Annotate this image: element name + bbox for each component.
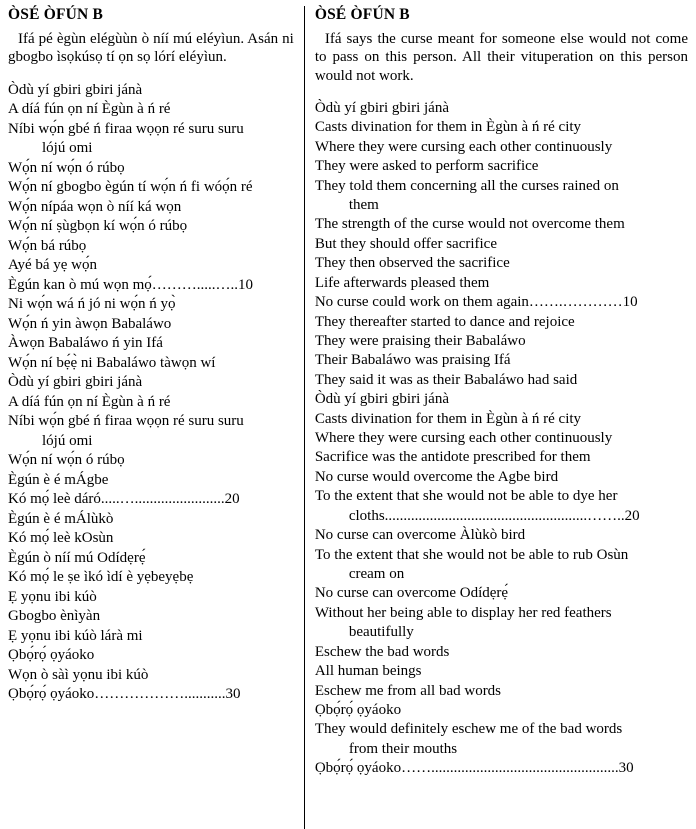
verse-line: Wọ́n ní wọ́n ó rúbọ xyxy=(8,159,125,176)
verse-line: them xyxy=(348,197,379,213)
verse-line: Níbi wọ́n gbé ń firaa wọọn ré suru suru xyxy=(8,120,244,137)
verse-line: lójú omi xyxy=(42,432,93,449)
verse-line: Wọ́n ní ṣùgbọn kí wọ́n ó rúbọ xyxy=(8,218,188,235)
verse-line: Ègún è é mÁlùkò xyxy=(8,510,114,527)
verse-line: Ọbọ́rọ́ ọyáoko xyxy=(8,647,95,664)
left-column-heading: ÒSÉ ÒFÚN B xyxy=(8,6,104,23)
verse-line: They thereafter started to dance and rejoice xyxy=(314,313,575,330)
verse-line: lójú omi xyxy=(42,140,93,157)
verse-line: Òdù yí gbiri gbiri jánà xyxy=(314,99,449,116)
verse-line: Wọ́n nípáa wọn ò níí ká wọn xyxy=(8,198,182,215)
verse-line: A díá fún ọn ní Ègùn à ń ré xyxy=(8,393,171,410)
verse-line: Òdù yí gbiri gbiri jánà xyxy=(314,391,449,408)
verse-line: cloths......................................................……..20 xyxy=(348,507,640,524)
verse-line: Ni wọ́n wá ń jó ni wọ́n ń yọ̀ xyxy=(8,296,176,313)
verse-line: No curse can overcome Àlùkò bird xyxy=(314,527,526,544)
verse-line: All human beings xyxy=(314,663,422,680)
verse-line: Eschew the bad words xyxy=(314,643,450,660)
verse-line: Kó mọ́ leè kOsùn xyxy=(8,530,114,547)
right-column-english xyxy=(305,6,688,829)
verse-line: Ègún kan ò mú wọn mọ́……….....…..10 xyxy=(8,276,253,293)
left-column-verse xyxy=(8,81,294,705)
verse-line: beautifully xyxy=(348,624,414,641)
left-column-intro-paragraph: Ifá pé ègùn elégùùn ò níí mú eléyìun. Asán ni gbogbo ìsọkúsọ tí ọn sọ lórí eléyìun. xyxy=(8,31,294,66)
verse-line: Where they were cursing each other continuously xyxy=(314,138,613,155)
verse-line: They said it was as their Babaláwo had said xyxy=(314,371,578,388)
verse-line: Casts divination for them in Ègùn à ń ré city xyxy=(314,410,582,427)
right-column-intro-paragraph: Ifá says the curse meant for someone else would not come to pass on this person. All their vituperation on this person would not work. xyxy=(314,31,688,84)
left-column-yoruba xyxy=(8,6,304,829)
verse-line: Eschew me from all bad words xyxy=(314,682,502,699)
verse-line: Life afterwards pleased them xyxy=(314,274,490,291)
verse-line: Where they were cursing each other continuously xyxy=(314,430,613,447)
verse-line: Àwọn Babaláwo ń yin Ifá xyxy=(8,335,163,352)
verse-line: Òdù yí gbiri gbiri jánà xyxy=(8,374,143,391)
verse-line: A díá fún ọn ní Ègùn à ń ré xyxy=(8,101,171,118)
verse-line: To the extent that she would not be able to rub Osùn xyxy=(314,546,629,563)
verse-line: Sacrifice was the antidote prescribed for them xyxy=(314,449,591,466)
verse-line: They would definitely eschew me of the bad words xyxy=(314,721,623,738)
verse-line: Wọ́n ní gbogbo ègún tí wọ́n ń fi wóọ́n ré xyxy=(8,179,253,196)
verse-line: Without her being able to display her red feathers xyxy=(314,604,612,621)
verse-line: Ayé bá yẹ wọ́n xyxy=(8,257,98,274)
verse-line: cream on xyxy=(348,566,405,583)
verse-line: No curse can overcome Odídẹrẹ́ xyxy=(314,585,509,602)
verse-line: Ègún ò níí mú Odídẹrẹ́ xyxy=(8,549,146,566)
verse-line: Ẹ yọnu ibi kúò lárà mi xyxy=(8,627,143,644)
verse-line: from their mouths xyxy=(348,740,458,757)
verse-line: The strength of the curse would not overcome them xyxy=(314,216,625,233)
verse-line: No curse could work on them again…….…………10 xyxy=(314,294,638,311)
verse-line: Ọbọ́rọ́ ọyáoko……..................................................30 xyxy=(314,760,634,777)
verse-line: But they should offer sacrifice xyxy=(314,235,497,252)
verse-line: Kó mọ́ le ṣe ìkó ìdí è yẹbeyẹbẹ xyxy=(8,569,194,586)
verse-line: Gbogbo ènìyàn xyxy=(8,608,101,625)
verse-line: Wọ́n ní bẹ́ẹ̀ ni Babaláwo tàwọn wí xyxy=(8,354,216,371)
verse-line: Wọn ò sàì yọnu ibi kúò xyxy=(8,666,149,683)
verse-line: Their Babaláwo was praising Ifá xyxy=(314,352,511,369)
verse-line: Wọ́n ń yin àwọn Babaláwo xyxy=(8,315,172,332)
verse-line: Ẹ yọnu ibi kúò xyxy=(8,588,97,605)
verse-line: Òdù yí gbiri gbiri jánà xyxy=(8,81,143,98)
two-column-layout xyxy=(8,6,688,829)
verse-line: Ọbọ́rọ́ ọyáoko………………...........30 xyxy=(8,686,241,703)
right-column-verse xyxy=(315,99,688,779)
verse-line: To the extent that she would not be able to dye her xyxy=(314,488,618,505)
verse-line: They told them concerning all the curses rained on xyxy=(314,177,619,194)
verse-line: They were praising their Babaláwo xyxy=(314,332,526,349)
verse-line: Kó mọ́ leè dáró.....…........................20 xyxy=(8,491,240,508)
verse-line: Ọbọ́rọ́ ọyáoko xyxy=(314,701,402,718)
verse-line: They were asked to perform sacrifice xyxy=(314,158,539,175)
right-column-heading: ÒSÉ ÒFÚN B xyxy=(314,6,410,23)
verse-line: They then observed the sacrifice xyxy=(314,255,510,272)
verse-line: Wọ́n bá rúbọ xyxy=(8,237,87,254)
verse-line: Ègún è é mÁgbe xyxy=(8,471,109,488)
verse-line: Níbi wọ́n gbé ń firaa wọọn ré suru suru xyxy=(8,413,244,430)
verse-line: No curse would overcome the Agbe bird xyxy=(314,468,559,485)
verse-line: Casts divination for them in Ègùn à ń ré city xyxy=(314,119,582,136)
verse-line: Wọ́n ní wọ́n ó rúbọ xyxy=(8,452,125,469)
